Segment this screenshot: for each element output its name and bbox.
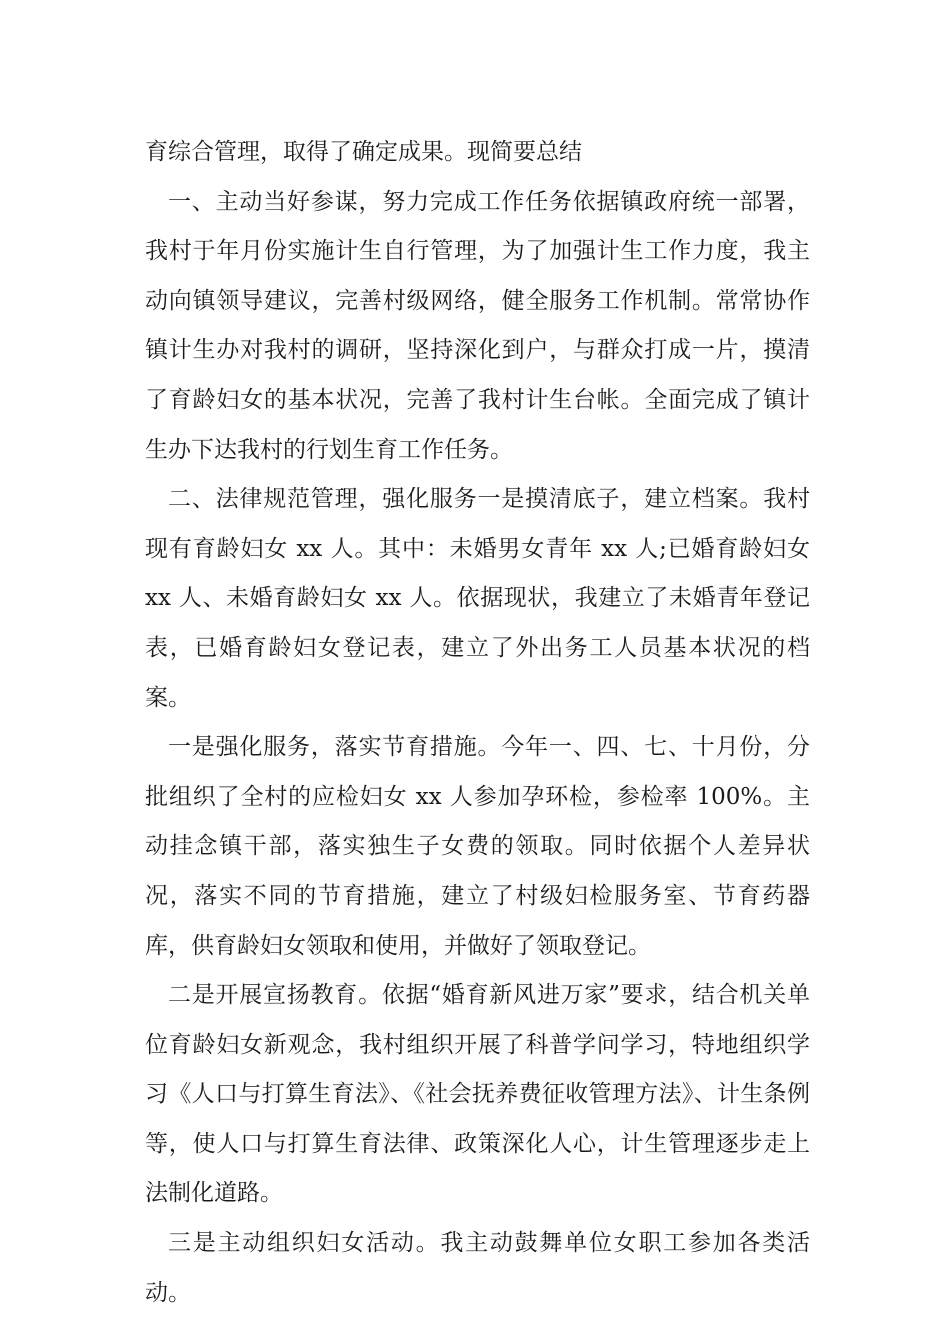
- paragraph-6: 三是主动组织妇女活动。我主动鼓舞单位女职工参加各类活动。: [145, 1230, 810, 1306]
- paragraph-5: 二是开展宣扬教育。依据“婚育新风进万家”要求，结合机关单位育龄妇女新观念，我村组织开展了科普学问学习，特地组织学习《人口与打算生育法》、《社会抚养费征收管理方法》、计生条例等，使人口与打算生育法律、政策深化人心，计生管理逐步走上法制化道路。: [145, 982, 810, 1207]
- paragraph-4: 一是强化服务，落实节育措施。今年一、四、七、十月份，分批组织了全村的应检妇女 xx 人参加孕环检，参检率 100%。主动挂念镇干部，落实独生子女费的领取。同时依据个人差异状况，落实不同的节育措施，建立了村级妇检服务室、节育药器库，供育龄妇女领取和使用，并做好了领取登记。: [145, 734, 810, 959]
- paragraph-1: 育综合管理，取得了确定成果。现简要总结: [145, 139, 582, 165]
- paragraph-2: 一、主动当好参谋，努力完成工作任务依据镇政府统一部署，我村于年月份实施计生自行管理，为了加强计生工作力度，我主动向镇领导建议，完善村级网络，健全服务工作机制。常常协作镇计生办对我村的调研，坚持深化到户，与群众打成一片，摸清了育龄妇女的基本状况，完善了我村计生台帐。全面完成了镇计生办下达我村的行划生育工作任务。: [145, 188, 810, 463]
- document-body: [145, 128, 810, 1318]
- paragraph-3: 二、法律规范管理，强化服务一是摸清底子，建立档案。我村现有育龄妇女 xx 人。其中：未婚男女青年 xx 人;已婚育龄妇女 xx 人、未婚育龄妇女 xx 人。依据现状，我建立了未婚青年登记表，已婚育龄妇女登记表，建立了外出务工人员基本状况的档案。: [145, 486, 810, 711]
